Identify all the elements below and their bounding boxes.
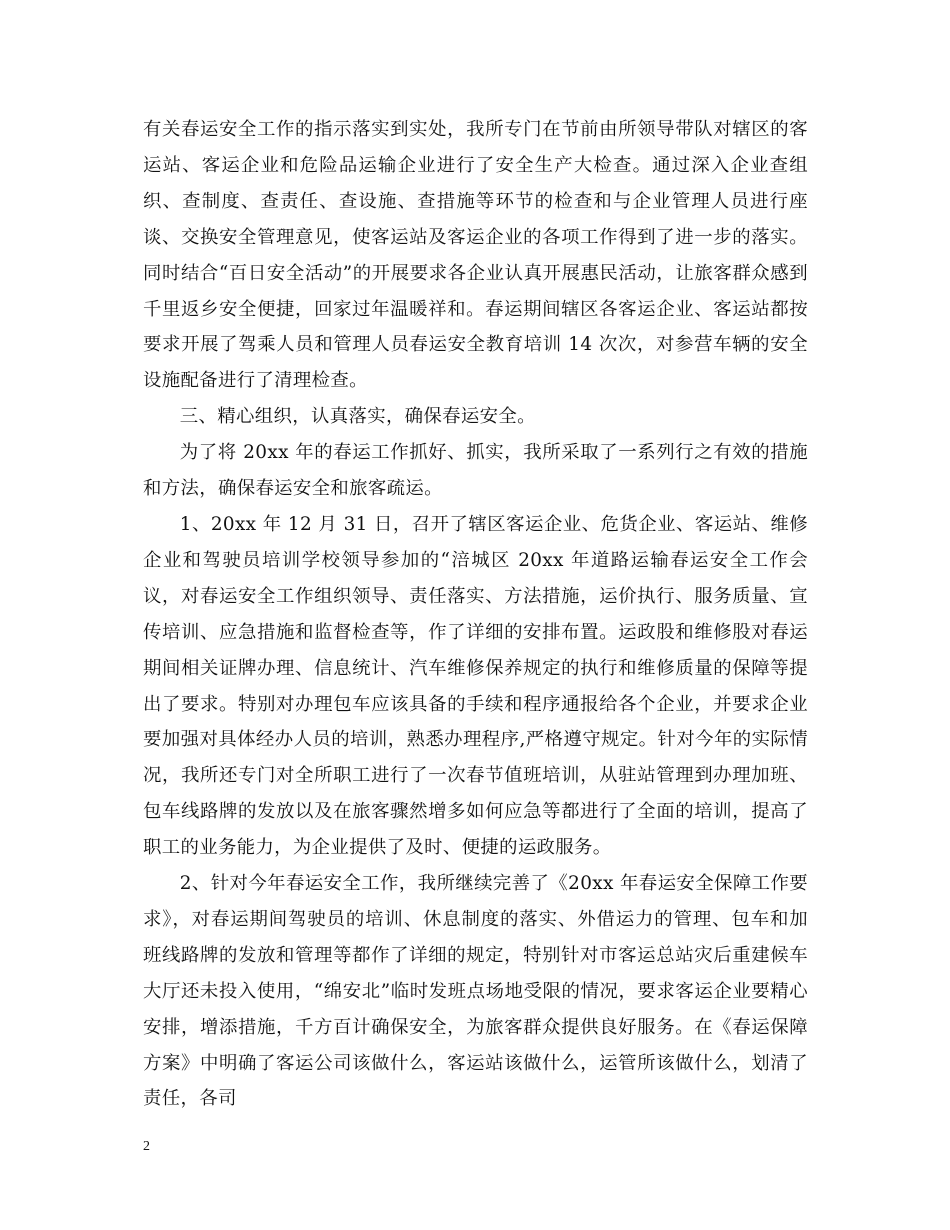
document-body: [143, 112, 808, 1117]
paragraph-5: 2、针对今年春运安全工作，我所继续完善了《20xx 年春运安全保障工作要求》，对春运期间驾驶员的培训、休息制度的落实、外借运力的管理、包车和加班线路牌的发放和管理等都作了详细的规定，特别针对市客运总站灾后重建候车大厅还未投入使用，“绵安北”临时发班点场地受限的情况，要求客运企业要精心安排，增添措施，千方百计确保安全，为旅客群众提供良好服务。在《春运保障方案》中明确了客运公司该做什么，客运站该做什么，运管所该做什么，划清了责任，各司: [143, 873, 808, 1110]
page-number: 2: [143, 1139, 150, 1154]
paragraph-1: 有关春运安全工作的指示落实到实处，我所专门在节前由所领导带队对辖区的客运站、客运企业和危险品运输企业进行了安全生产大检查。通过深入企业查组织、查制度、查责任、查设施、查措施等环节的检查和与企业管理人员进行座谈、交换安全管理意见，使客运站及客运企业的各项工作得到了进一步的落实。同时结合“百日安全活动”的开展要求各企业认真开展惠民活动，让旅客群众感到千里返乡安全便捷，回家过年温暖祥和。春运期间辖区各客运企业、客运站都按要求开展了驾乘人员和管理人员春运安全教育培训 14 次次，对参营车辆的安全设施配备进行了清理检查。: [143, 119, 808, 392]
paragraph-4: 1、20xx 年 12 月 31 日，召开了辖区客运企业、危货企业、客运站、维修企业和驾驶员培训学校领导参加的“涪城区 20xx 年道路运输春运安全工作会议，对春运安全工作组织领导、责任落实、方法措施，运价执行、服务质量、宣传培训、应急措施和监督检查等，作了详细的安排布置。运政股和维修股对春运期间相关证牌办理、信息统计、汽车维修保养规定的执行和维修质量的保障等提出了要求。特别对办理包车应该具备的手续和程序通报给各个企业，并要求企业要加强对具体经办人员的培训，熟悉办理程序,严格遵守规定。针对今年的实际情况，我所还专门对全所职工进行了一次春节值班培训，从驻站管理到办理加班、包车线路牌的发放以及在旅客骤然增多如何应急等都进行了全面的培训，提高了职工的业务能力，为企业提供了及时、便捷的运政服务。: [143, 513, 808, 859]
paragraph-3: 为了将 20xx 年的春运工作抓好、抓实，我所采取了一系列行之有效的措施和方法，确保春运安全和旅客疏运。: [143, 442, 808, 500]
paragraph-2-heading: 三、精心组织，认真落实，确保春运安全。: [179, 406, 536, 428]
